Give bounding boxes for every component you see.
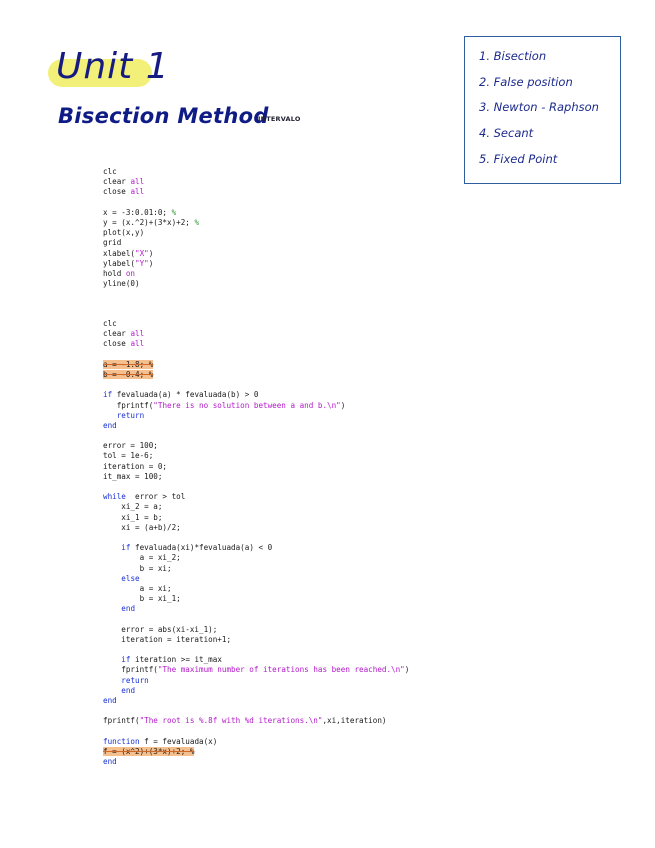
code-token: a = xi_2; bbox=[103, 553, 181, 563]
code-line bbox=[103, 329, 409, 339]
code-line bbox=[103, 492, 409, 502]
code-token bbox=[103, 604, 121, 613]
code-line bbox=[103, 431, 409, 441]
code-line bbox=[103, 339, 409, 349]
code-line bbox=[103, 513, 409, 523]
code-token: fprintf( bbox=[103, 716, 140, 726]
code-token: % bbox=[194, 217, 200, 227]
code-token: "Y" bbox=[135, 258, 149, 268]
code-line bbox=[103, 401, 409, 411]
code-line bbox=[103, 747, 409, 757]
code-token: end bbox=[121, 685, 136, 695]
code-token: ) bbox=[340, 400, 346, 410]
code-line bbox=[103, 451, 409, 461]
code-line bbox=[103, 208, 199, 218]
code-line bbox=[103, 564, 409, 574]
code-token: b = xi; bbox=[103, 563, 172, 573]
code-token: all bbox=[130, 339, 145, 349]
code-token: end bbox=[121, 604, 136, 614]
code-token: plot(x,y) bbox=[103, 228, 145, 238]
code-token bbox=[103, 676, 121, 685]
code-line bbox=[103, 594, 409, 604]
code-token: "The root is %.8f with %d iterations.\n" bbox=[139, 716, 323, 726]
code-token: ) bbox=[148, 258, 154, 268]
code-token: iteration >= it_max bbox=[130, 655, 222, 665]
code-line bbox=[103, 553, 409, 563]
code-line bbox=[103, 574, 409, 584]
code-line bbox=[103, 727, 409, 737]
code-token: if bbox=[121, 543, 131, 553]
code-line bbox=[103, 249, 199, 259]
code-line bbox=[103, 187, 199, 197]
code-token: if bbox=[103, 390, 113, 400]
side-note: INTERVALO bbox=[258, 115, 301, 123]
code-line bbox=[103, 350, 409, 360]
toc-item-false-position: 2. False position bbox=[479, 75, 573, 89]
code-line bbox=[103, 645, 409, 655]
code-line bbox=[103, 614, 409, 624]
code-token: a = -1.8; % bbox=[103, 359, 154, 369]
code-token: fprintf( bbox=[103, 665, 158, 675]
code-token: fevaluada(xi)*fevaluada(a) < 0 bbox=[130, 543, 273, 553]
code-line bbox=[103, 360, 409, 370]
code-token: error = abs(xi-xi_1); bbox=[103, 624, 218, 634]
code-token bbox=[103, 574, 121, 583]
code-token: clc bbox=[103, 319, 117, 328]
code-line bbox=[103, 472, 409, 482]
code-token: ) bbox=[404, 665, 410, 675]
code-token: x = -3:0.01:0; bbox=[103, 207, 172, 217]
code-token bbox=[103, 655, 121, 664]
code-line bbox=[103, 269, 199, 279]
code-line bbox=[103, 737, 409, 747]
code-token: return bbox=[116, 410, 145, 420]
code-line bbox=[103, 665, 409, 675]
code-line bbox=[103, 625, 409, 635]
code-line bbox=[103, 441, 409, 451]
code-line bbox=[103, 238, 199, 248]
code-token bbox=[103, 411, 117, 420]
code-line bbox=[103, 259, 199, 269]
code-token: return bbox=[121, 675, 149, 685]
code-token: all bbox=[130, 329, 145, 339]
code-token: while bbox=[103, 492, 126, 502]
toc-item-fixed-point: 5. Fixed Point bbox=[479, 152, 558, 166]
code-token: else bbox=[121, 573, 140, 583]
code-token: clear bbox=[103, 329, 131, 339]
code-line bbox=[103, 198, 199, 208]
code-token: fprintf( bbox=[103, 400, 154, 410]
code-token: close bbox=[103, 187, 131, 197]
code-token: yline(0) bbox=[103, 279, 140, 289]
code-line bbox=[103, 421, 409, 431]
code-line bbox=[103, 218, 199, 228]
code-token: iteration = 0; bbox=[103, 461, 168, 471]
code-line bbox=[103, 462, 409, 472]
code-line bbox=[103, 543, 409, 553]
code-line bbox=[103, 482, 409, 492]
code-token: clc bbox=[103, 167, 117, 176]
table-of-contents bbox=[464, 36, 621, 184]
code-line bbox=[103, 319, 409, 329]
code-line bbox=[103, 696, 409, 706]
code-token: f = fevaluada(x) bbox=[139, 736, 218, 746]
code-token: xi_2 = a; bbox=[103, 502, 163, 512]
code-token: all bbox=[130, 187, 145, 197]
code-line bbox=[103, 686, 409, 696]
code-line bbox=[103, 370, 409, 380]
code-token: end bbox=[103, 757, 117, 767]
code-line bbox=[103, 523, 409, 533]
code-token: ylabel( bbox=[103, 258, 136, 268]
code-line bbox=[103, 228, 199, 238]
code-line bbox=[103, 635, 409, 645]
code-line bbox=[103, 676, 409, 686]
code-block-plot bbox=[103, 167, 199, 289]
page-title: Unit 1 bbox=[56, 46, 170, 87]
code-token: % bbox=[171, 207, 177, 217]
section-title: Bisection Method bbox=[58, 104, 269, 128]
code-token: "X" bbox=[135, 248, 149, 258]
code-token: "There is no solution between a and b.\n" bbox=[153, 400, 341, 410]
code-line bbox=[103, 167, 199, 177]
code-token: f = (x^2)+(3*x)+2; % bbox=[103, 746, 195, 756]
code-token: b = -0.4; % bbox=[103, 369, 154, 379]
code-line bbox=[103, 390, 409, 400]
code-token: tol = 1e-6; bbox=[103, 451, 154, 461]
code-token: "The maximum number of iterations has been reached.\n" bbox=[157, 665, 405, 675]
code-line bbox=[103, 411, 409, 421]
toc-item-secant: 4. Secant bbox=[479, 126, 534, 140]
code-token: end bbox=[103, 420, 117, 430]
code-token: ) bbox=[148, 248, 154, 258]
code-token: y = (x.^2)+(3*x)+2; bbox=[103, 217, 195, 227]
code-token: it_max = 100; bbox=[103, 471, 163, 481]
code-token: xi_1 = b; bbox=[103, 512, 163, 522]
code-line bbox=[103, 380, 409, 390]
code-token: xlabel( bbox=[103, 248, 136, 258]
code-token: ,xi,iteration) bbox=[322, 716, 387, 726]
code-token: end bbox=[103, 695, 117, 705]
code-token: hold bbox=[103, 268, 126, 278]
code-line bbox=[103, 716, 409, 726]
code-token: close bbox=[103, 339, 131, 349]
code-token: if bbox=[121, 655, 131, 665]
code-token bbox=[103, 686, 121, 695]
code-line bbox=[103, 604, 409, 614]
code-line bbox=[103, 279, 199, 289]
code-token: error > tol bbox=[125, 492, 186, 502]
code-line bbox=[103, 706, 409, 716]
code-token: function bbox=[103, 736, 140, 746]
code-token: on bbox=[125, 268, 136, 278]
code-token: b = xi_1; bbox=[103, 594, 181, 604]
code-line bbox=[103, 584, 409, 594]
toc-item-newton-raphson: 3. Newton - Raphson bbox=[479, 100, 599, 114]
code-line bbox=[103, 502, 409, 512]
code-token: xi = (a+b)/2; bbox=[103, 522, 181, 532]
code-line bbox=[103, 757, 409, 767]
toc-item-bisection: 1. Bisection bbox=[479, 49, 547, 63]
code-token: grid bbox=[103, 238, 122, 248]
code-token: fevaluada(a) * fevaluada(b) > 0 bbox=[112, 390, 259, 400]
code-token: clear bbox=[103, 177, 131, 187]
code-token: iteration = iteration+1; bbox=[103, 634, 232, 644]
code-token: all bbox=[130, 177, 145, 187]
code-line bbox=[103, 533, 409, 543]
code-token bbox=[103, 543, 121, 552]
code-token: a = xi; bbox=[103, 583, 172, 593]
code-line bbox=[103, 655, 409, 665]
code-token: error = 100; bbox=[103, 441, 158, 451]
code-block-bisection bbox=[103, 319, 409, 767]
code-line bbox=[103, 177, 199, 187]
